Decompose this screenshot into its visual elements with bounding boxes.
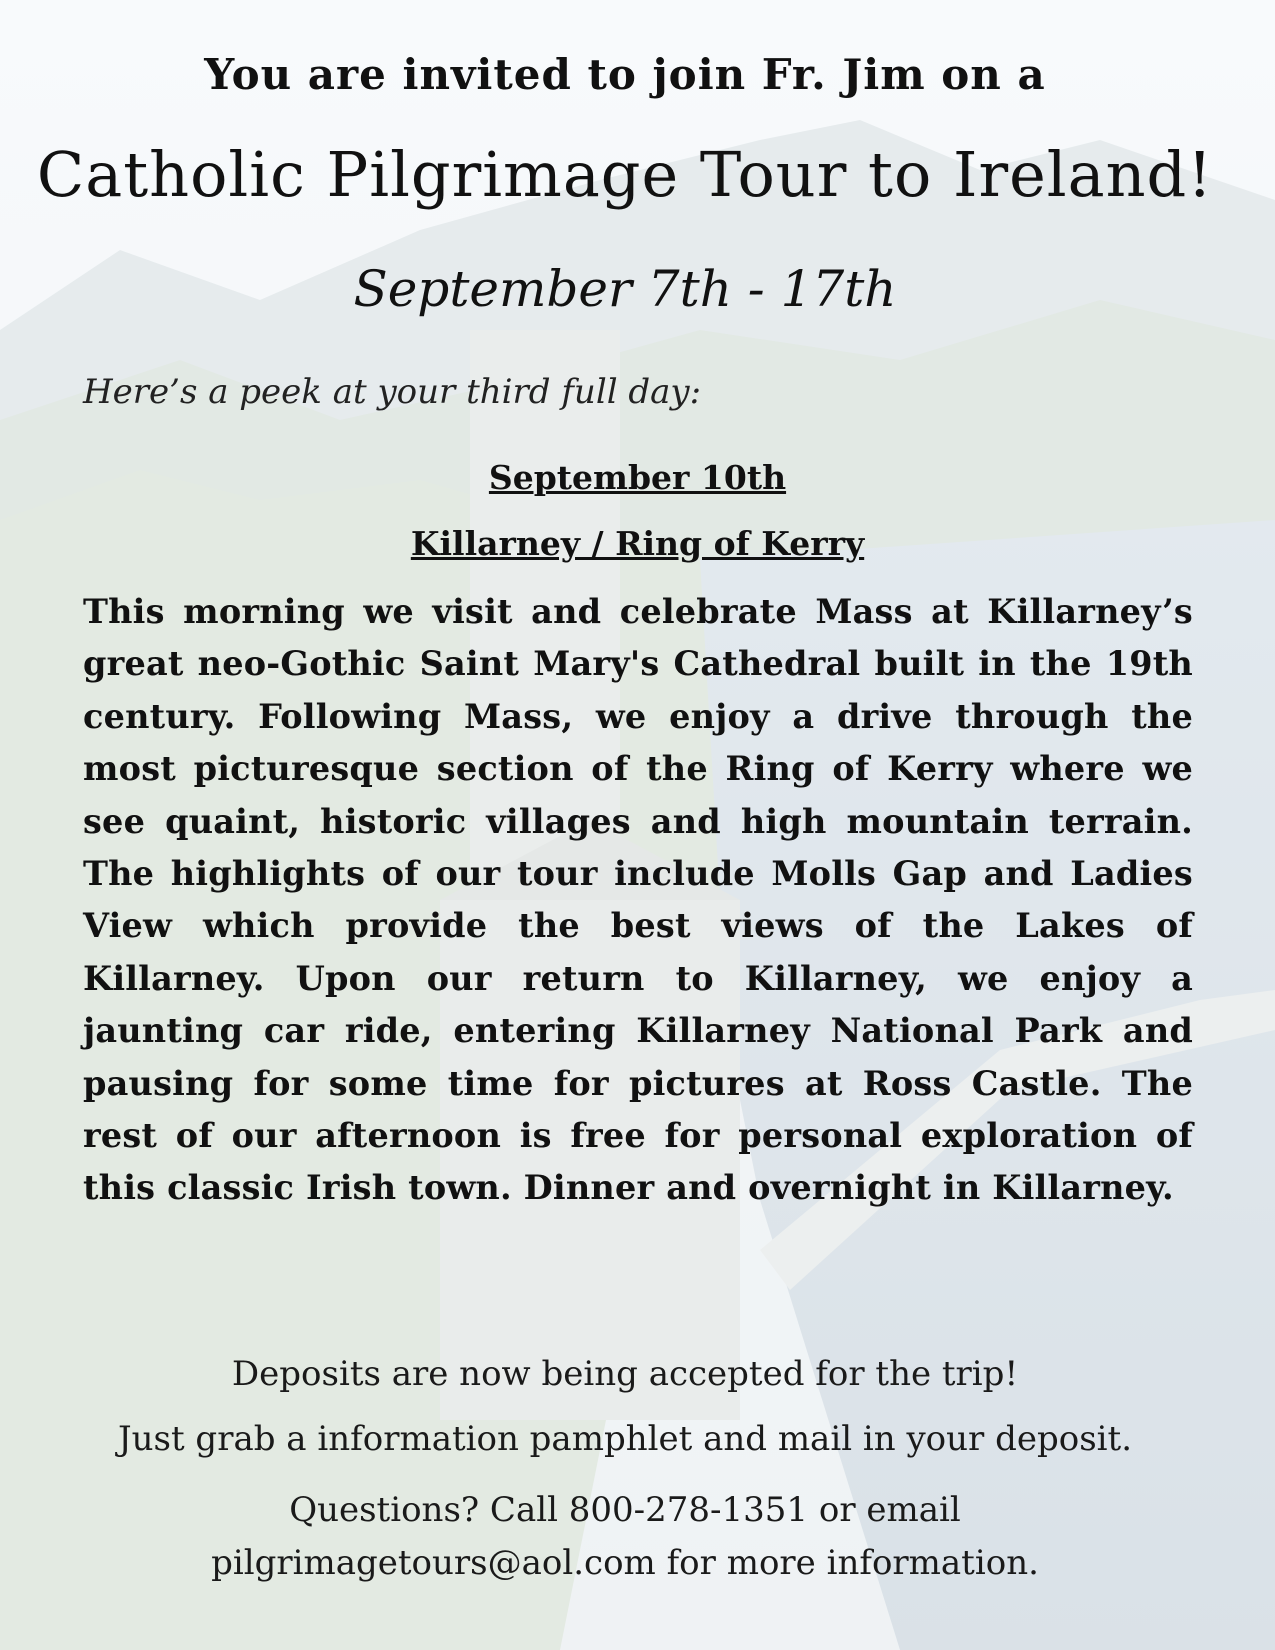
intro-peek: Here’s a peek at your third full day: — [83, 372, 702, 412]
tour-dates: September 7th - 17th — [353, 260, 897, 318]
contact-email-line: pilgrimagetours@aol.com for more information. — [211, 1543, 1039, 1583]
contact-phone-line: Questions? Call 800-278-1351 or email — [289, 1490, 961, 1530]
pamphlet-instructions: Just grab a information pamphlet and mail in your deposit. — [117, 1419, 1133, 1459]
day-date-heading: September 10th — [488, 458, 787, 497]
contact-info — [0, 1484, 1250, 1590]
day-place-heading: Killarney / Ring of Kerry — [410, 524, 865, 563]
day-description: This morning we visit and celebrate Mass at Killarney’s great neo-Gothic Saint Mary's Cathedral built in the 19th century. Following Mass, we enjoy a drive through the most picturesque section of the Ring of Kerry where we see quaint, historic villages and high mountain terrain. The highlights of our tour include Molls Gap and Ladies View which provide the best views of the Lakes of Killarney. Upon our return to Killarney, we enjoy a jaunting car ride, entering Killarney National Park and pausing for some time for pictures at Ross Castle. The rest of our afternoon is free for personal exploration of this classic Irish town. Dinner and overnight in Killarney. — [83, 592, 1193, 1208]
invite-line: You are invited to join Fr. Jim on a — [204, 50, 1046, 99]
flyer-title: Catholic Pilgrimage Tour to Ireland! — [36, 138, 1214, 211]
deposits-notice: Deposits are now being accepted for the trip! — [231, 1354, 1019, 1394]
